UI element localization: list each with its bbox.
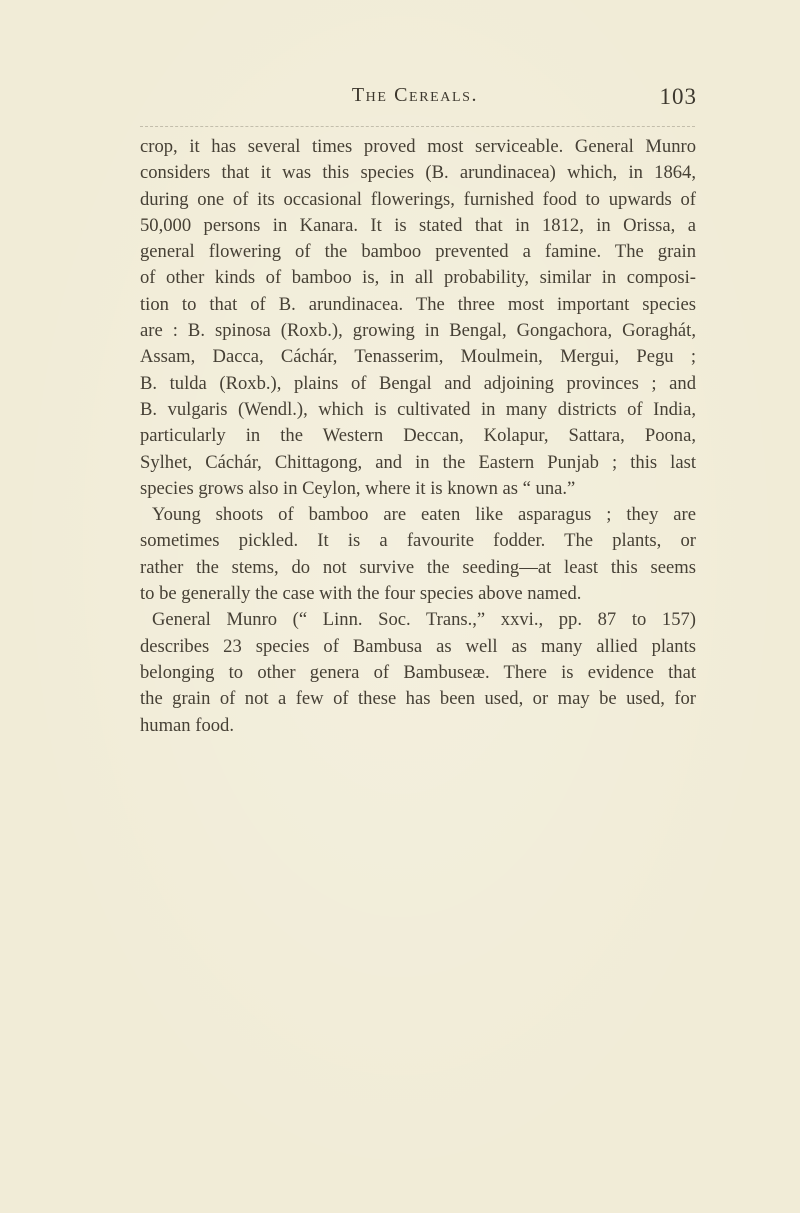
page-number: 103 xyxy=(659,84,697,109)
text-line: considers that it was this species (B. arundinacea) which, in 1864, xyxy=(140,162,696,184)
text-line: human food. xyxy=(140,714,234,736)
text-line: species grows also in Ceylon, where it is known as “ una.” xyxy=(140,477,576,499)
text-line: describes 23 species of Bambusa as well as many allied plants xyxy=(140,635,696,657)
text-line: belonging to other genera of Bambuseæ. There is evidence that xyxy=(140,661,696,683)
text-line: B. vulgaris (Wendl.), which is cultivated in many districts of India, xyxy=(140,398,696,420)
text-line: particularly in the Western Deccan, Kolapur, Sattara, Poona, xyxy=(140,425,696,447)
text-line: rather the stems, do not survive the seeding—at least this seems xyxy=(140,556,696,578)
text-line: to be generally the case with the four species above named. xyxy=(140,583,582,605)
text-line: Young shoots of bamboo are eaten like asparagus ; they are xyxy=(152,504,696,526)
text-line: 50,000 persons in Kanara. It is stated that in 1812, in Orissa, a xyxy=(140,214,696,236)
text-line: tion to that of B. arundinacea. The three most important species xyxy=(140,293,696,315)
text-line: the grain of not a few of these has been used, or may be used, for xyxy=(140,688,696,710)
text-line: are : B. spinosa (Roxb.), growing in Bengal, Gongachora, Goraghát, xyxy=(140,320,696,342)
text-line: general flowering of the bamboo prevented a famine. The grain xyxy=(140,241,696,263)
running-title: The Cereals. xyxy=(351,84,479,106)
running-head xyxy=(135,60,697,109)
text-line: Assam, Dacca, Cáchár, Tenasserim, Moulmein, Mergui, Pegu ; xyxy=(140,346,696,368)
header-rule xyxy=(140,126,695,127)
body-text xyxy=(140,134,696,739)
text-line: Sylhet, Cáchár, Chittagong, and in the Eastern Punjab ; this last xyxy=(140,451,696,473)
text-line: General Munro (“ Linn. Soc. Trans.,” xxvi., pp. 87 to 157) xyxy=(152,609,696,631)
text-line: crop, it has several times proved most serviceable. General Munro xyxy=(140,136,696,157)
text-line: during one of its occasional flowerings, furnished food to upwards of xyxy=(140,188,696,210)
text-line: of other kinds of bamboo is, in all probability, similar in composi- xyxy=(140,267,696,289)
text-line: B. tulda (Roxb.), plains of Bengal and adjoining provinces ; and xyxy=(140,372,696,394)
text-line: sometimes pickled. It is a favourite fodder. The plants, or xyxy=(140,530,696,552)
